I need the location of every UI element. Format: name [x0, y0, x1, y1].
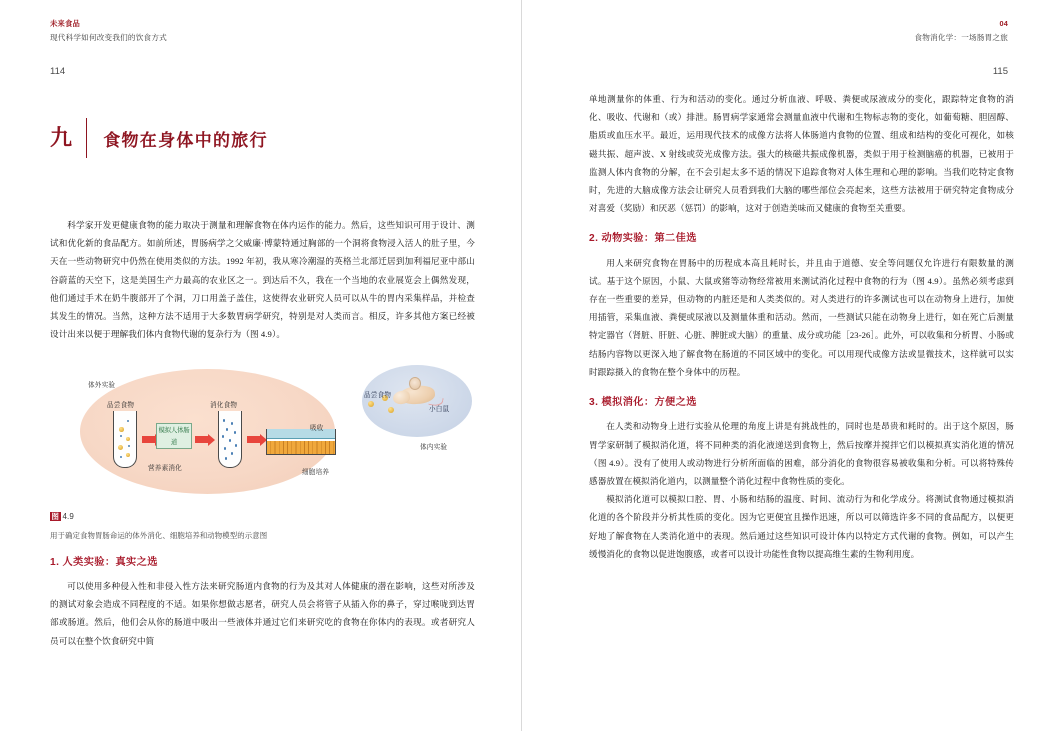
section-title: 模拟消化：方便之选	[601, 397, 697, 409]
book-subtitle: 现代科学如何改变我们的饮食方式	[50, 32, 167, 42]
chapter-title: 食物在身体中的旅行	[103, 130, 268, 150]
chapter-number-label: 04	[999, 19, 1008, 28]
folio-left: 114	[50, 66, 66, 77]
section-heading-1	[50, 557, 475, 569]
section-heading-2	[589, 233, 1014, 245]
figure-canvas	[50, 357, 475, 502]
chapter-running-title: 食物消化学：一场肠胃之旅	[914, 32, 1008, 42]
left-column-body	[50, 216, 475, 650]
paragraph: 可以使用多种侵入性和非侵入性方法来研究肠道内食物的行为及其对人体健康的潜在影响，这些对所涉及的测试对象会造成不同程度的不适。如果你想做志愿者，研究人员会将管子从插入你的鼻子，穿过喉咙到达胃部或肠道。然后，他们会从你的肠道中吸出一些液体并通过它们来研究吃的食物在你体内的表现。或者研究人员可以在整个饮食研究中简	[50, 580, 475, 646]
section-number: 1.	[50, 556, 60, 568]
label-taste-food: 品尝食物	[107, 402, 135, 410]
section-number: 3.	[589, 397, 599, 409]
figure-4-9	[50, 357, 475, 540]
figure-number	[50, 508, 475, 526]
right-page	[522, 0, 1044, 731]
chapter-number: 九	[50, 125, 73, 150]
running-head-left	[50, 18, 167, 44]
figure-number-mark: 图	[51, 512, 59, 522]
plate-cell-layer	[267, 441, 335, 454]
plate-liquid-layer	[267, 429, 335, 439]
figure-caption-text: 用于确定食物胃肠命运的体外消化、细胞培养和动物模型的示意图	[50, 530, 268, 540]
simulated-gut-box: 模拟人体肠道	[156, 423, 192, 449]
section-title: 人类实验：真实之选	[62, 556, 158, 568]
label-in-vivo: 体内实验	[420, 444, 448, 452]
right-column-body	[589, 90, 1014, 563]
test-tube-digested-icon	[218, 411, 242, 468]
chapter-divider	[86, 118, 87, 158]
chapter-heading	[50, 118, 268, 158]
label-taste-food-in-vivo: 品尝食物	[364, 392, 392, 400]
paragraph: 模拟消化道可以模拟口腔、胃、小肠和结肠的温度、时间、流动行为和化学成分。将测试食物通过模拟消化道的各个阶段并分析其性质的变化。因为它更便宜且操作迅速，所以可以筛选许多不同的食品配方，以便更好地了解食物在人类消化道中的表现。然后通过这些知识可设计体内以特定方式代谢的食物。例如，可以产生缓慢消化的食物以促进饱腹感，或者可以设计功能性食物以提高维生素的生物利用度。	[589, 494, 1014, 559]
section-number: 2.	[589, 233, 599, 245]
paragraph-continued: 单地测量你的体重、行为和活动的变化。通过分析血液、呼吸、粪便或尿液成分的变化，跟踪特定食物的消化、吸收、代谢和（或）排泄。肠胃病学家通常会测量血液中代谢和生物标志物的变化，如葡萄糖、胆固醇、脂质或血压水平。最近，运用现代技术的成像方法将人体肠道内食物的位置、组成和结构的变化可视化，如核磁共振、超声波、X 射线或荧光成像方法。强大的核磁共振成像机器，类似于用于检测脑癌的机器，已被用于监测人体内食物的分解，在不会引起太多不适的情况下追踪食物对人体生理和心理的影响。当我们吃特定食物时，先进的大脑成像方法会让研究人员看到我们大脑的哪些部位会亮起来，这些方法被用于研究特定食物成分对喜爱（奖励）和厌恶（惩罚）的影响，这对于创造美味而又健康的食物至关重要。	[589, 94, 1014, 214]
paragraph: 科学家开发更健康食物的能力取决于测量和理解食物在体内运作的能力。然后，这些知识可用于设计、测试和优化新的食品配方。如前所述，胃肠病学之父威廉·博蒙特通过胸部的一个洞将食物浸入活人的肚子里，今天在一些动物研究中仍然在使用类似的方法。1992 年初，我从寒冷潮湿的英格兰北部迁居到加利福尼亚中部山谷蔚蓝的天空下，这是美国生产力最高的农业区之一。到达后不久，我在一个当地的农业展览会上偶然发现，他们通过手术在奶牛腹部开了个洞，刀口用盖子盖住，这使得农业研究人员可以从牛的胃内采集样品，并检查其发生的情况。当然，这种方法不适用于大多数胃病学研究，特别是对人类而言。相反，许多其他方案已经被设计出来以便于理解我们体内食物代谢的复杂行为（图 4.9）。	[50, 220, 475, 340]
running-head-right	[914, 18, 1008, 44]
cell-culture-plate-icon	[266, 429, 336, 455]
figure-caption	[50, 508, 475, 540]
arrow-icon	[142, 436, 155, 443]
label-nutrient-digestion: 营养素消化	[148, 465, 182, 473]
test-tube-taste-icon	[113, 411, 137, 468]
arrow-icon	[247, 436, 260, 443]
folio-right: 115	[992, 66, 1008, 77]
label-mouse: 小白鼠	[429, 406, 450, 414]
arrow-icon	[195, 436, 208, 443]
figure-number-text: 4.9	[62, 512, 74, 522]
section-title: 动物实验：第二佳选	[601, 233, 697, 245]
paragraph: 用人来研究食物在胃肠中的历程成本高且耗时长，并且由于道德、安全等问题仅允许进行有限数量的测试。基于这个原因，小鼠、大鼠或猪等动物经常被用来测试消化过程中食物的行为（图 4.9）。虽然必须考虑到存在一些重要的差异，但动物的内脏还是和人类类似的。对人类进行的许多测试也可以在动物身上进行，加使用插管，采集血液、粪便或尿液以及测量体重和活动。然而，一些测试只能在动物身上进行，如在死亡后测量特定器官（肾脏、肝脏、心脏、脾脏或大脑）的重量、成分或功能［23-26］。此外，可以收集和分析胃、小肠或结肠内容物以更深入地了解食物在肠道的不同区域中的变化。可以用现代成像方法或显微技术，这样就可以实时跟踪摄入的食物在整个身体中的历程。	[589, 257, 1014, 377]
label-digest-food: 消化食物	[210, 402, 238, 410]
label-in-vitro: 体外实验	[88, 382, 116, 390]
label-cell-culture: 细胞培养	[302, 469, 330, 477]
section-heading-3	[589, 397, 1014, 409]
label-absorption: 吸收	[310, 425, 324, 433]
book-brand: 未来食品	[50, 19, 80, 28]
paragraph: 在人类和动物身上进行实验从伦理的角度上讲是有挑战性的，同时也是昂贵和耗时的。出于这个原因，肠胃学家研制了模拟消化道，将不同种类的消化液递送到食物上，然后按摩并搅拌它们以模拟真实消化道的情况（图 4.9）。没有了使用人或动物进行分析所面临的困难，部分消化的食物很容易被收集和分析。可以将特殊传感器放置在模拟消化道内，以测量整个消化过程中食物性质的变化。	[589, 421, 1014, 486]
